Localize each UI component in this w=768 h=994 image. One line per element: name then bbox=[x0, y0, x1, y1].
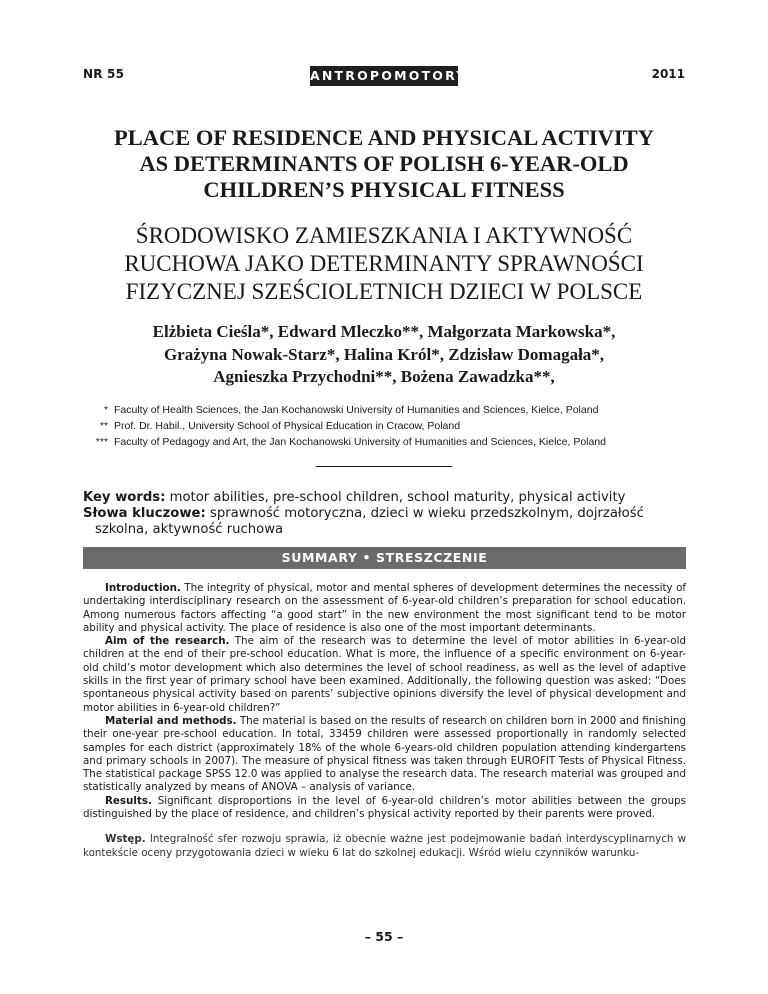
keywords-label: Słowa kluczowe: bbox=[83, 506, 206, 521]
summary-heading: SUMMARY • STRESZCZENIE bbox=[83, 547, 686, 569]
keywords-text: motor abilities, pre-school children, school maturity, physical activity bbox=[165, 490, 626, 505]
author-line: Agnieszka Przychodni**, Bożena Zawadzka**, bbox=[213, 367, 555, 386]
abstract bbox=[83, 582, 686, 860]
abstract-paragraph bbox=[83, 715, 686, 795]
affiliation-text: Faculty of Pedagogy and Art, the Jan Kochanowski University of Humanities and Sciences, Kielce, Poland bbox=[114, 436, 607, 448]
abstract-label: Wstęp. bbox=[105, 833, 146, 846]
abstract-label: Aim of the research. bbox=[105, 635, 230, 648]
abstract-text: Significant disproportions in the level of 6-year-old children’s motor abilities between the groups distinguished by the place of residence, and children’s physical activity reported by their parents were proved. bbox=[83, 794, 686, 821]
title-pl-line: RUCHOWA JAKO DETERMINANTY SPRAWNOŚCI bbox=[124, 251, 644, 276]
author-line: Grażyna Nowak-Starz*, Halina Król*, Zdzisław Domagała*, bbox=[163, 344, 605, 364]
title-en-line: AS DETERMINANTS OF POLISH 6-YEAR-OLD bbox=[139, 151, 629, 176]
affiliation bbox=[78, 402, 606, 418]
title-pl-line: ŚRODOWISKO ZAMIESZKANIA I AKTYWNOŚĆ bbox=[135, 223, 633, 248]
affiliation bbox=[78, 434, 606, 450]
abstract-text: The material is based on the results of research on children born in 2000 and finishing their one-year pre-school education. In total, 33459 children were assessed proportionally in randomly selected samples for each district (approximately 18% of the whole 6-years-old children population attending kindergartens and primary schools in 2007). The measure of physical fitness was taken through EUROFIT Tests of Physical Fitness. The statistical package SPSS 12.0 was applied to analyse the research data. The research material was grouped and statistically analyzed by means of ANOVA – analysis of variance. bbox=[83, 714, 686, 794]
affiliation-mark: *** bbox=[95, 436, 108, 448]
separator-rule bbox=[316, 466, 452, 467]
keywords-english bbox=[83, 490, 699, 506]
affiliation-mark: * bbox=[103, 404, 108, 416]
journal-name: ANTROPOMOTORYKA bbox=[310, 66, 458, 86]
abstract-paragraph-polish bbox=[83, 833, 686, 860]
abstract-paragraph bbox=[83, 635, 686, 715]
abstract-paragraph bbox=[83, 795, 686, 822]
affiliation-text: Faculty of Health Sciences, the Jan Kochanowski University of Humanities and Sciences, Kielce, Poland bbox=[114, 404, 599, 416]
author-line: Elżbieta Cieśla*, Edward Mleczko**, Małgorzata Markowska*, bbox=[152, 322, 616, 341]
abstract-text: Integralność sfer rozwoju sprawia, iż obecnie ważne jest podejmowanie badań interdyscyplinarnych w kontekście oceny przygotowania dzieci w wieku 6 lat do szkolnej edukacji. Wśród wielu czynników warunku- bbox=[83, 833, 686, 859]
title-en-line: PLACE OF RESIDENCE AND PHYSICAL ACTIVITY bbox=[114, 125, 654, 150]
title-polish bbox=[60, 222, 708, 306]
keywords-text: sprawność motoryczna, dzieci w wieku przedszkolnym, dojrzałość bbox=[205, 506, 644, 521]
affiliation bbox=[78, 418, 606, 434]
title-en-line: CHILDREN’S PHYSICAL FITNESS bbox=[203, 177, 565, 202]
abstract-text: The integrity of physical, motor and mental spheres of development determines the necessity of undertaking interdisciplinary research on the assessment of 6-year-old children’s preparation for school education. Among numerous factors affecting “a good start” in the new environment the most significant tend to be motor ability and physical activity. The place of residence is also one of the most important determinants. bbox=[83, 582, 686, 634]
author-list bbox=[60, 321, 708, 389]
abstract-label: Results. bbox=[105, 794, 152, 807]
title-pl-line: FIZYCZNEJ SZEŚCIOLETNICH DZIECI W POLSCE bbox=[125, 279, 643, 304]
keywords-block bbox=[83, 490, 699, 538]
abstract-label: Material and methods. bbox=[105, 714, 237, 727]
abstract-text: The aim of the research was to determine the level of motor abilities in 6-year-old children at the end of their pre-school education. What is more, the influence of a specific environment on 6-year-old child’s motor development which also determines the level of school readiness, as well as the level of adaptive skills in the first year of primary school have been examined. Additionally, the following question was asked: “Does spontaneous physical activity based on parents’ subjective opinions diversify the level of physical development and motor abilities in 6-year-old children?” bbox=[83, 635, 686, 714]
issue-number: NR 55 bbox=[83, 67, 125, 81]
keywords-polish-cont: szkolna, aktywność ruchowa bbox=[95, 522, 284, 537]
abstract-label: Introduction. bbox=[105, 582, 181, 594]
keywords-label: Key words: bbox=[83, 490, 166, 505]
affiliation-text: Prof. Dr. Habil., University School of Physical Education in Cracow, Poland bbox=[114, 420, 461, 432]
affiliations bbox=[78, 402, 606, 450]
affiliation-mark: ** bbox=[99, 420, 108, 432]
page-number: – 55 – bbox=[364, 929, 404, 944]
keywords-polish bbox=[83, 506, 699, 522]
abstract-paragraph bbox=[83, 582, 686, 635]
title-english bbox=[60, 125, 708, 203]
publication-year: 2011 bbox=[651, 67, 685, 81]
